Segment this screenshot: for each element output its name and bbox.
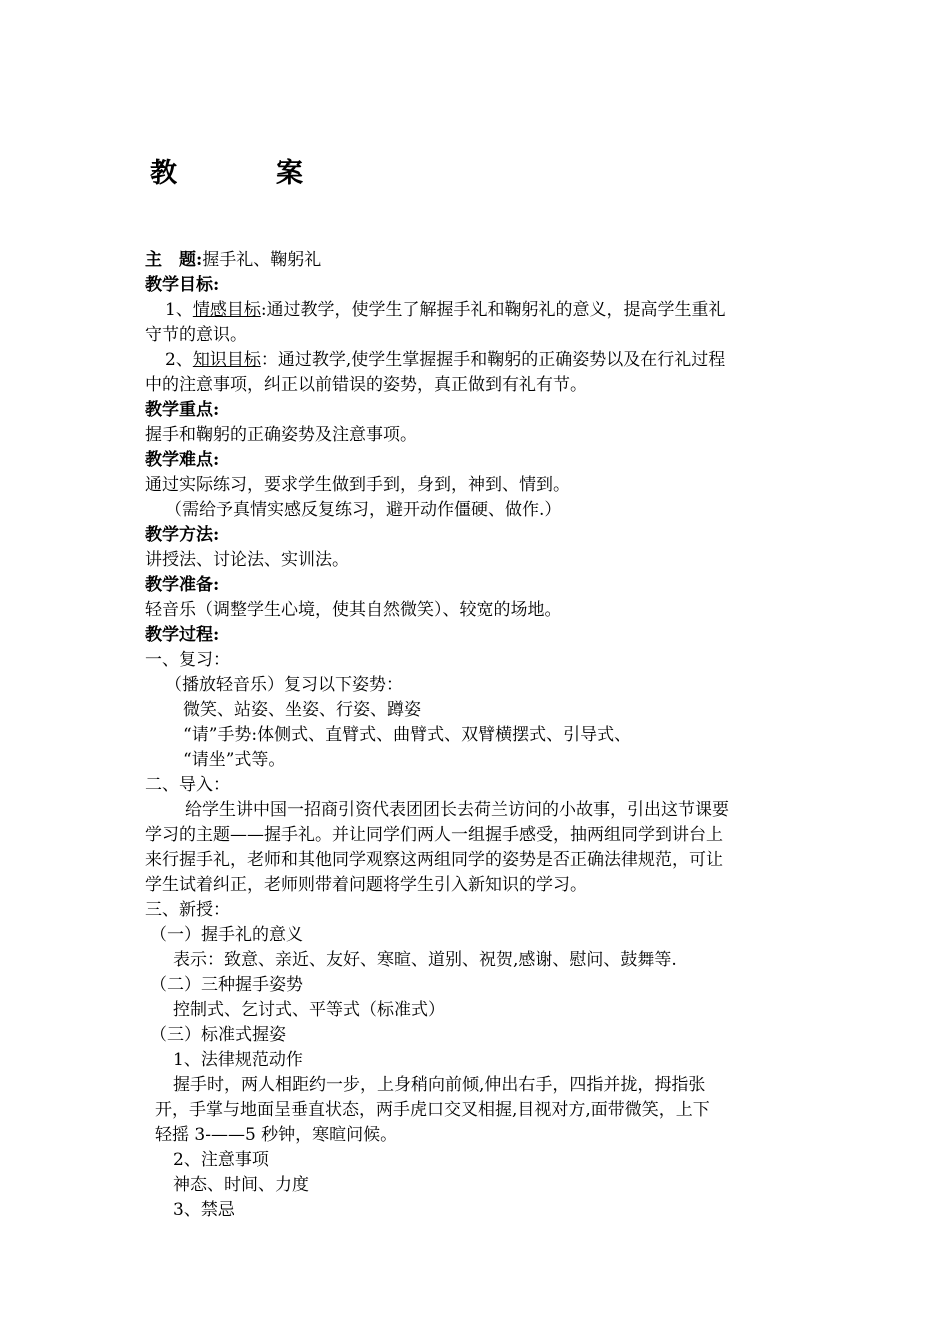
goal-1-line-1 (145, 298, 810, 323)
sub-3-item-1-line-3: 轻摇 3-——5 秒钟，寒暄问候。 (155, 1125, 398, 1145)
difficulties-note: （需给予真情实感反复练习，避开动作僵硬、做作.） (165, 500, 562, 520)
intro-heading: 二、导入： (145, 775, 230, 795)
sub-3-item-1-line-2: 开，手掌与地面呈垂直状态，两手虎口交叉相握,目视对方,面带微笑，上下 (155, 1100, 710, 1120)
document-body (145, 248, 810, 1223)
new-teaching-heading: 三、新授： (145, 900, 230, 920)
review-line-1: （播放轻音乐）复习以下姿势： (165, 675, 403, 695)
goal-1-line-2: 守节的意识。 (145, 325, 247, 345)
difficulties-heading: 教学难点: (145, 450, 220, 470)
sub-2-heading: （二）三种握手姿势 (150, 975, 303, 995)
sub-3-item-1: 1、法律规范动作 (173, 1050, 303, 1070)
sub-1-text: 表示：致意、亲近、友好、寒暄、道别、祝贺,感谢、慰问、鼓舞等. (173, 950, 677, 970)
sub-3-item-3: 3、禁忌 (173, 1200, 235, 1220)
preparation-heading: 教学准备: (145, 575, 220, 595)
goal-2-text: ：通过教学,使学生掌握握手和鞠躬的正确姿势以及在行礼过程 (260, 350, 726, 370)
topic-label: 主 题: (145, 250, 203, 270)
document-title: 教 案 (150, 158, 339, 189)
topic-value: 握手礼、鞠躬礼 (202, 250, 322, 270)
review-line-4: “请坐”式等。 (183, 750, 286, 770)
intro-line-2: 学习的主题——握手礼。并让同学们两人一组握手感受，抽两组同学到讲台上 (145, 825, 723, 845)
goal-2-label: 知识目标 (192, 350, 261, 370)
sub-3-item-1-line-1: 握手时，两人相距约一步，上身稍向前倾,伸出右手，四指并拢，拇指张 (173, 1075, 706, 1095)
sub-1-heading: （一）握手礼的意义 (150, 925, 303, 945)
preparation-text: 轻音乐（调整学生心境，使其自然微笑）、较宽的场地。 (145, 600, 562, 620)
sub-3-heading: （三）标准式握姿 (150, 1025, 286, 1045)
key-points-text: 握手和鞠躬的正确姿势及注意事项。 (145, 425, 417, 445)
methods-heading: 教学方法: (145, 525, 220, 545)
sub-3-item-2: 2、注意事项 (173, 1150, 269, 1170)
goal-1-text: :通过教学，使学生了解握手礼和鞠躬礼的意义，提高学生重礼 (260, 300, 726, 320)
methods-text: 讲授法、讨论法、实训法。 (145, 550, 349, 570)
goal-2-line-2: 中的注意事项，纠正以前错误的姿势，真正做到有礼有节。 (145, 375, 587, 395)
sub-2-text: 控制式、乞讨式、平等式（标准式） (173, 1000, 445, 1020)
review-line-2: 微笑、站姿、坐姿、行姿、蹲姿 (183, 700, 421, 720)
goal-2-line-1 (145, 348, 810, 373)
key-points-heading: 教学重点: (145, 400, 220, 420)
intro-line-1: 给学生讲中国一招商引资代表团团长去荷兰访问的小故事，引出这节课要 (185, 800, 729, 820)
goal-2-number: 2、 (165, 350, 193, 370)
review-line-3: “请”手势:体侧式、直臂式、曲臂式、双臂横摆式、引导式、 (183, 725, 632, 745)
process-heading: 教学过程: (145, 625, 220, 645)
intro-line-3: 来行握手礼，老师和其他同学观察这两组同学的姿势是否正确法律规范，可让 (145, 850, 723, 870)
intro-line-4: 学生试着纠正，老师则带着问题将学生引入新知识的学习。 (145, 875, 587, 895)
goal-1-number: 1、 (165, 300, 193, 320)
topic-line (145, 248, 810, 273)
goals-heading: 教学目标: (145, 275, 220, 295)
review-heading: 一、复习： (145, 650, 230, 670)
difficulties-text: 通过实际练习，要求学生做到手到，身到，神到、情到。 (145, 475, 570, 495)
sub-3-item-2-text: 神态、时间、力度 (173, 1175, 309, 1195)
goal-1-label: 情感目标 (192, 300, 261, 320)
